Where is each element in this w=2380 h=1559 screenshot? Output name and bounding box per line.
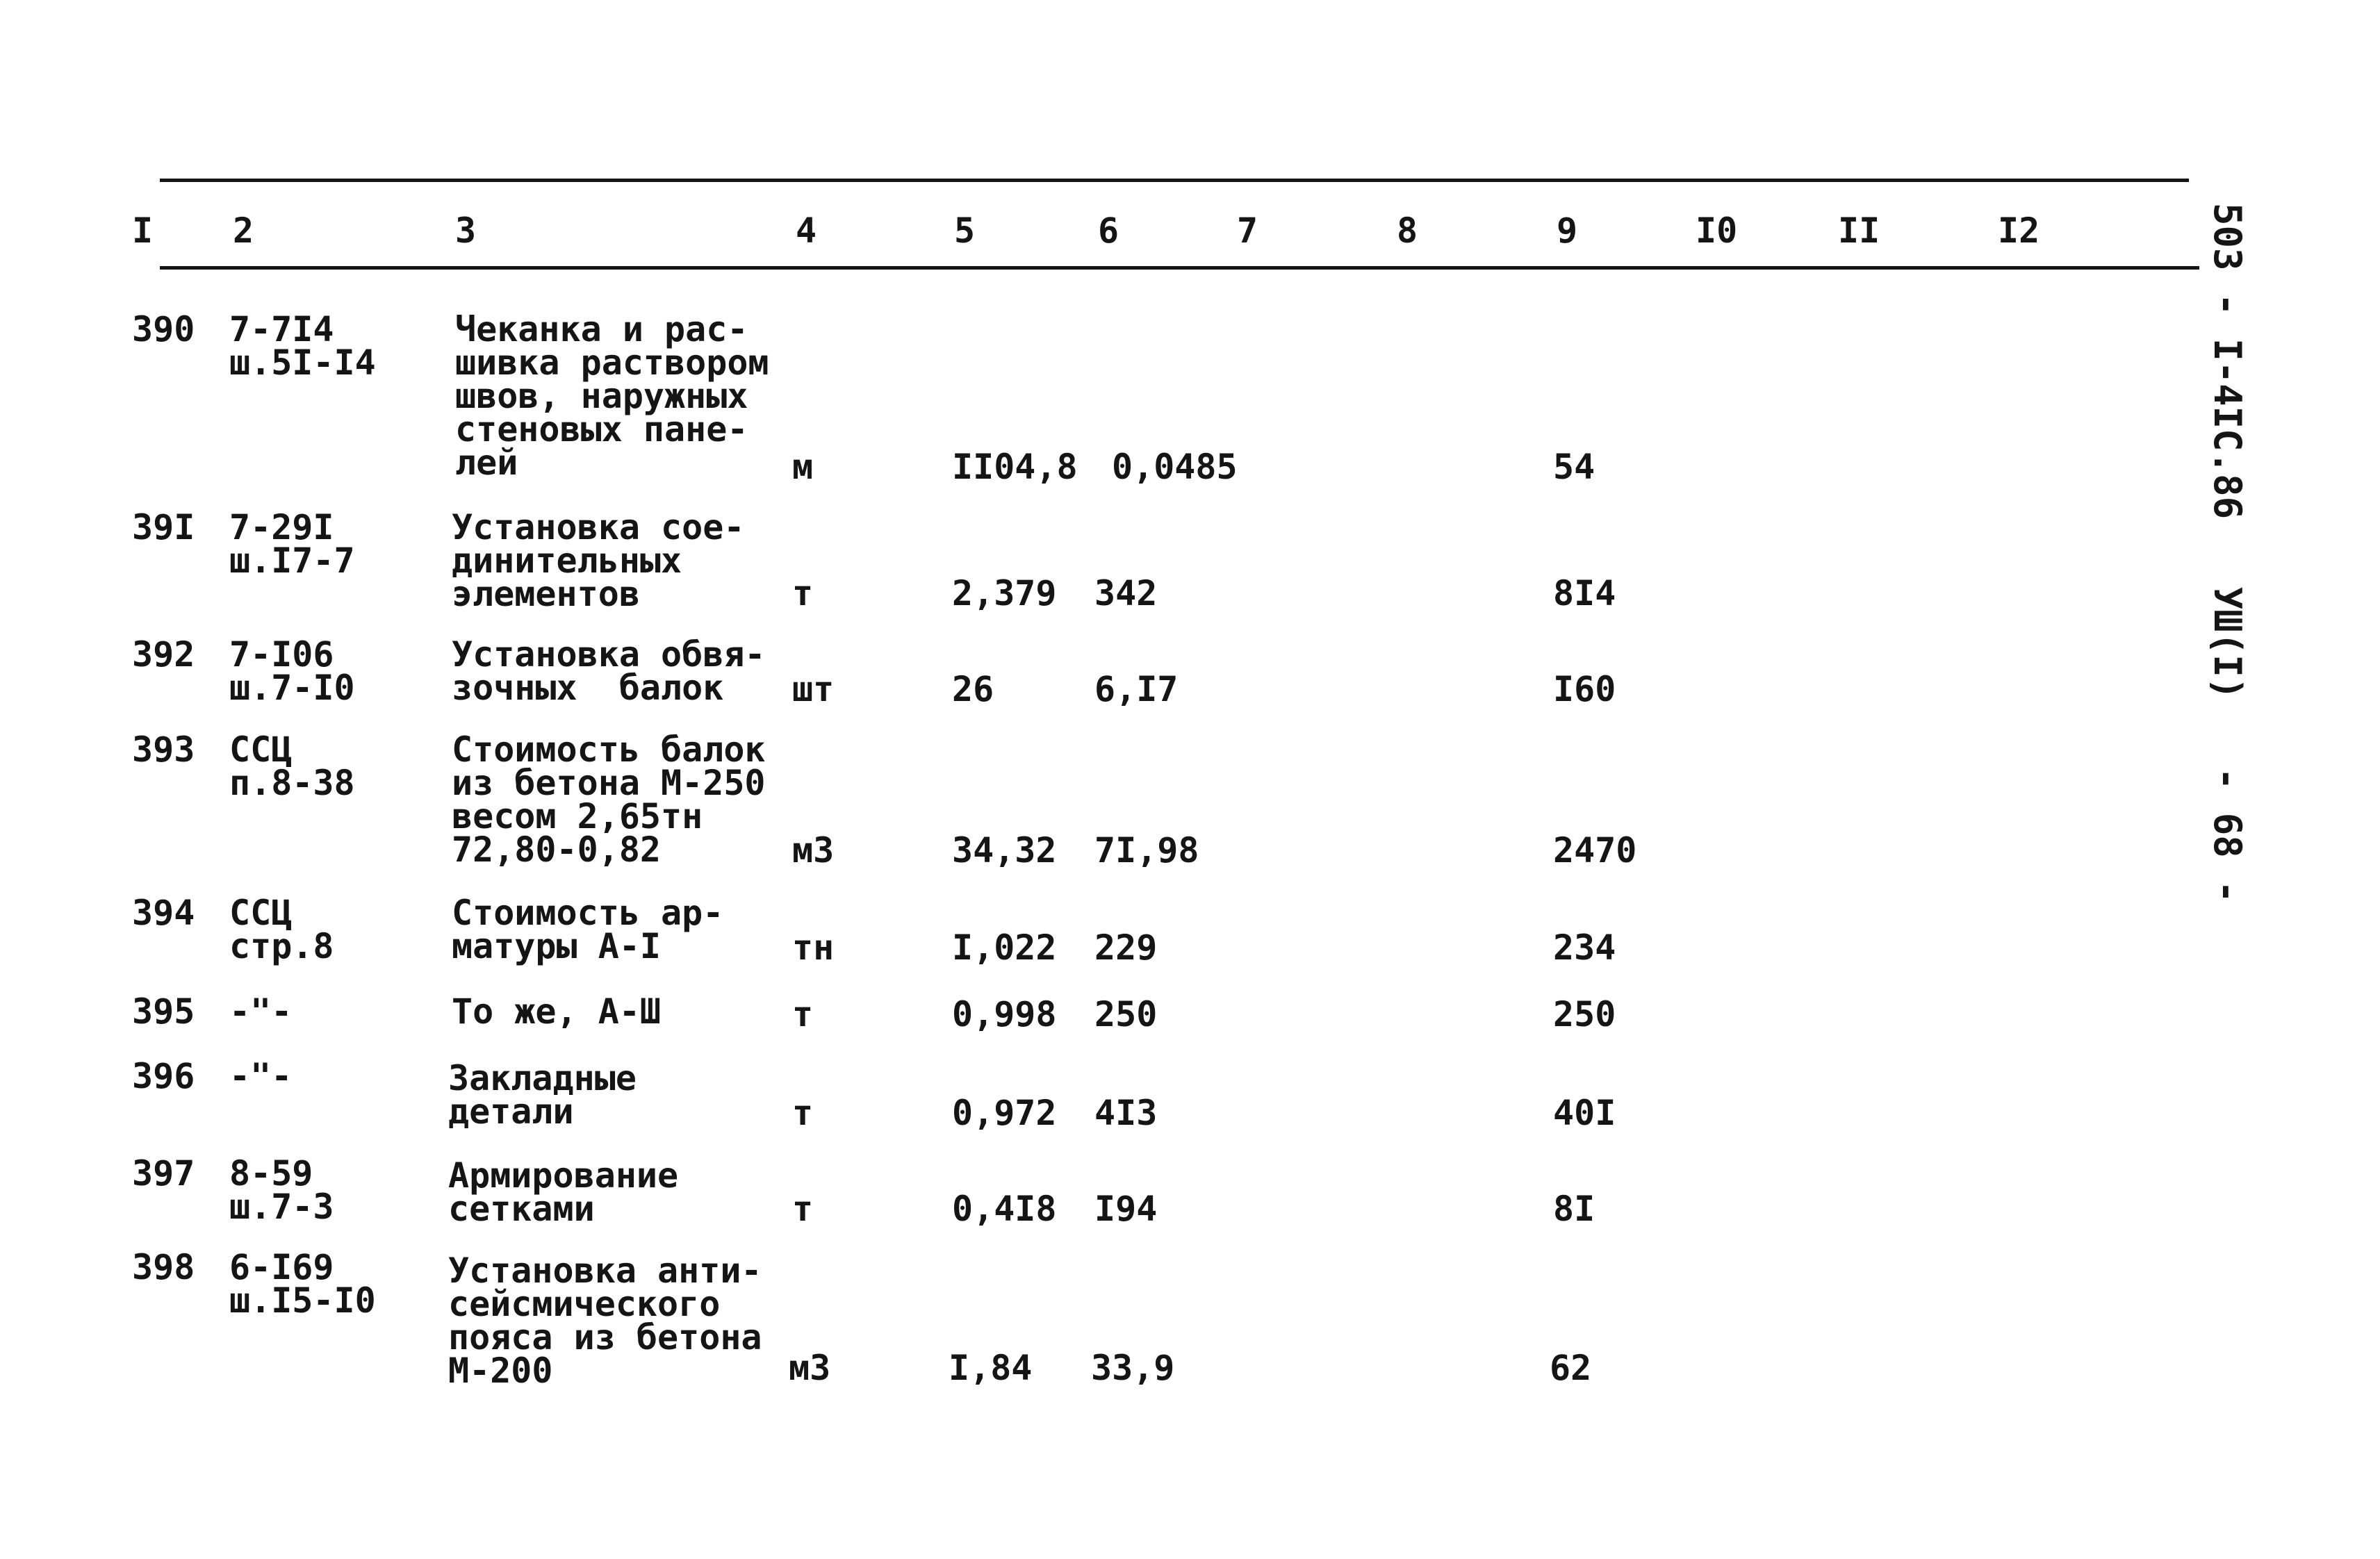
- row-desc: Установка анти- сейсмического пояса из бетона М-200: [448, 1251, 762, 1391]
- row-code: 7-7I4 ш.5I-I4: [229, 309, 376, 383]
- row-number: 393: [132, 729, 195, 770]
- row-unit: т: [792, 994, 814, 1034]
- header-col-8: 8: [1397, 211, 1418, 251]
- row-price: 6,I7: [1094, 669, 1179, 709]
- row-price: 250: [1094, 994, 1158, 1034]
- row-desc: Закладные детали: [448, 1058, 637, 1132]
- header-col-11: II: [1838, 211, 1880, 251]
- header-col-12: I2: [1998, 211, 2040, 251]
- row-quantity: I,022: [952, 927, 1057, 968]
- header-col-4: 4: [796, 211, 817, 251]
- row-unit: т: [792, 1093, 814, 1133]
- row-desc: То же, А-Ш: [452, 991, 662, 1032]
- row-quantity: II04,8: [952, 447, 1078, 487]
- row-total: 8I: [1553, 1189, 1595, 1229]
- header-col-5: 5: [954, 211, 976, 251]
- row-total: 54: [1553, 447, 1595, 487]
- row-quantity: 26: [952, 669, 994, 709]
- row-code: 7-I06 ш.7-I0: [229, 634, 355, 708]
- table-top-rule: [160, 179, 2189, 182]
- row-code: ССЦ п.8-38: [229, 729, 355, 803]
- row-desc: Стоимость балок из бетона М-250 весом 2,65тн 72,80-0,82: [452, 729, 766, 870]
- row-number: 394: [132, 893, 195, 933]
- row-number: 396: [132, 1056, 195, 1096]
- row-price: 229: [1094, 927, 1158, 968]
- header-col-6: 6: [1098, 211, 1119, 251]
- row-quantity: 0,972: [952, 1093, 1057, 1133]
- row-desc: Стоимость ар- матуры А-I: [452, 893, 724, 966]
- row-quantity: 0,998: [952, 994, 1057, 1034]
- row-quantity: 2,379: [952, 573, 1057, 613]
- row-quantity: 34,32: [952, 830, 1057, 871]
- header-col-3: 3: [455, 211, 477, 251]
- row-total: 62: [1550, 1348, 1592, 1388]
- row-quantity: I,84: [949, 1348, 1033, 1388]
- row-unit: т: [792, 573, 814, 613]
- row-total: 40I: [1553, 1093, 1616, 1133]
- row-unit: м3: [789, 1348, 831, 1388]
- row-unit: м3: [792, 830, 835, 871]
- row-code: -"-: [229, 991, 293, 1032]
- row-desc: Чеканка и рас- шивка раствором швов, наружных стеновых пане- лей: [455, 309, 769, 483]
- row-number: 390: [132, 309, 195, 349]
- row-quantity: 0,4I8: [952, 1189, 1057, 1229]
- row-price: 0,0485: [1112, 447, 1238, 487]
- row-code: 7-29I ш.I7-7: [229, 507, 355, 581]
- row-total: I60: [1553, 669, 1616, 709]
- header-col-1: I: [132, 211, 154, 251]
- header-col-10: I0: [1696, 211, 1738, 251]
- row-unit: тн: [792, 927, 835, 968]
- header-col-9: 9: [1557, 211, 1578, 251]
- row-desc: Армирование сетками: [448, 1155, 679, 1229]
- row-desc: Установка обвя- зочных балок: [452, 634, 766, 708]
- row-code: 6-I69 ш.I5-I0: [229, 1247, 376, 1321]
- row-code: -"-: [229, 1056, 293, 1096]
- row-number: 398: [132, 1247, 195, 1287]
- row-number: 397: [132, 1153, 195, 1194]
- row-price: 33,9: [1091, 1348, 1175, 1388]
- row-number: 392: [132, 634, 195, 675]
- row-unit: т: [792, 1189, 814, 1229]
- row-number: 395: [132, 991, 195, 1032]
- row-unit: шт: [792, 669, 835, 709]
- row-price: 342: [1094, 573, 1158, 613]
- row-total: 2470: [1553, 830, 1637, 871]
- row-desc: Установка сое- динительных элементов: [452, 507, 745, 614]
- row-number: 39I: [132, 507, 195, 547]
- side-document-code: 503 - I-4IC.86 УШ(I) - 68 -: [2206, 203, 2249, 903]
- header-col-2: 2: [233, 211, 254, 251]
- row-code: 8-59 ш.7-3: [229, 1153, 334, 1227]
- row-price: 7I,98: [1094, 830, 1199, 871]
- row-total: 8I4: [1553, 573, 1616, 613]
- header-col-7: 7: [1237, 211, 1258, 251]
- row-price: 4I3: [1094, 1093, 1158, 1133]
- row-total: 250: [1553, 994, 1616, 1034]
- row-code: ССЦ стр.8: [229, 893, 334, 966]
- row-unit: м: [792, 447, 814, 487]
- row-total: 234: [1553, 927, 1616, 968]
- header-bottom-rule: [160, 266, 2199, 270]
- row-price: I94: [1094, 1189, 1158, 1229]
